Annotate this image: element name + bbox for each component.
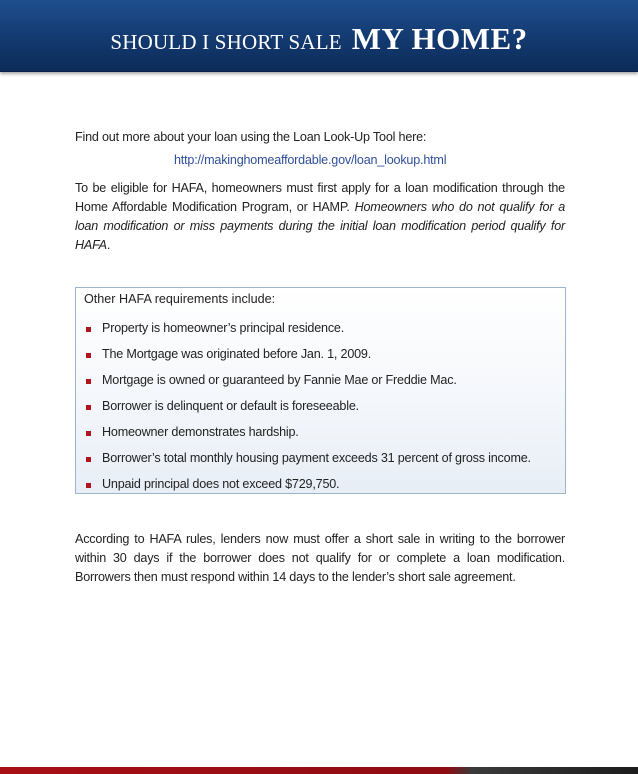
eligibility-italic-text: Homeowners who do not qualify for a loan modification or miss payments during the initial loan modification period qualify for HAFA	[75, 200, 565, 252]
bullet-square-icon	[86, 327, 91, 332]
eligibility-paragraph	[75, 179, 565, 255]
footer-bar	[0, 767, 638, 774]
page-title	[0, 21, 638, 57]
bullet-square-icon	[86, 405, 91, 410]
intro-text: Find out more about your loan using the Loan Look-Up Tool here:	[75, 130, 427, 144]
header-banner	[0, 0, 638, 72]
eligibility-text: To be eligible for HAFA, homeowners must first apply for a loan modification through the Home Affordable Modification Program, or HAMP.	[75, 181, 565, 214]
bullet-square-icon	[86, 457, 91, 462]
bullet-square-icon	[86, 353, 91, 358]
requirement-text: Borrower is delinquent or default is foreseeable.	[102, 399, 359, 413]
requirement-text: Borrower’s total monthly housing payment exceeds 31 percent of gross income.	[102, 451, 531, 465]
requirement-text: Homeowner demonstrates hardship.	[102, 425, 299, 439]
requirement-text: Mortgage is owned or guaranteed by Fannie Mae or Freddie Mac.	[102, 373, 457, 387]
title-large: MY HOME?	[351, 21, 528, 56]
rules-paragraph: According to HAFA rules, lenders now must offer a short sale in writing to the borrower within 30 days if the borrower does not qualify for or complete a loan modification. Borrowers then must respond within 14 days to the lender’s short sale agreement.	[75, 532, 565, 584]
requirement-text: Property is homeowner’s principal residence.	[102, 321, 345, 335]
requirement-text: The Mortgage was originated before Jan. 1, 2009.	[102, 347, 372, 361]
main-content	[75, 128, 565, 255]
bullet-square-icon	[86, 431, 91, 436]
loan-lookup-link[interactable]: http://makinghomeaffordable.gov/loan_lookup.html	[174, 153, 447, 167]
title-small: SHOULD I SHORT SALE	[110, 30, 342, 54]
requirements-heading: Other HAFA requirements include:	[84, 292, 276, 306]
requirements-box	[75, 287, 566, 494]
bullet-square-icon	[86, 483, 91, 488]
eligibility-end: .	[106, 238, 111, 252]
bullet-square-icon	[86, 379, 91, 384]
requirement-text: Unpaid principal does not exceed $729,750.	[102, 477, 340, 491]
url-line	[75, 151, 565, 170]
